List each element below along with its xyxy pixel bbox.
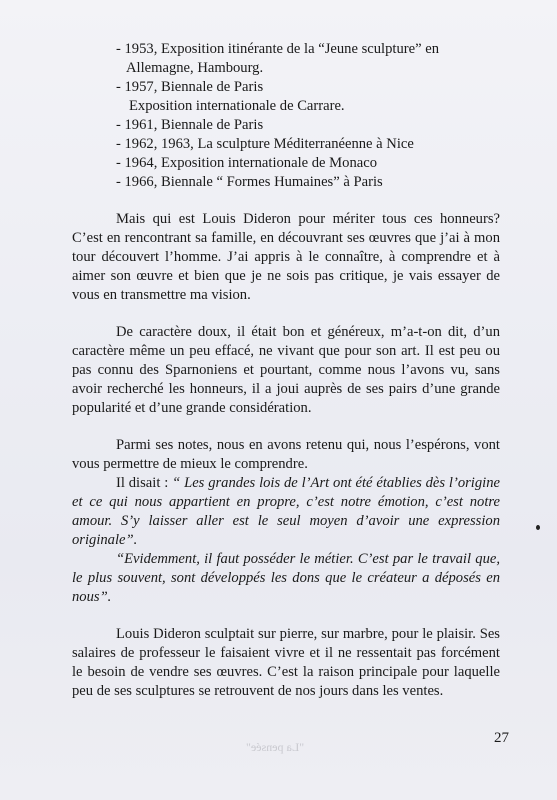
quote-1-intro: Il disait : xyxy=(116,475,173,491)
paragraph-intro: Mais qui est Louis Dideron pour mériter tous ces honneurs? C’est en rencontrant sa famille, en découvrant ses œuvres que j’ai à mon tour découvert l’homme. J’ai appris à le connaître, à comprendre et à aimer son œuvre et bien que je ne sois pas critique, je vais essayer de vous en transmettre ma vision. xyxy=(72,211,500,303)
exhibition-1957: - 1957, Biennale de Paris xyxy=(116,79,264,95)
exhibition-1961: - 1961, Biennale de Paris xyxy=(116,117,264,133)
paragraph-notes: Parmi ses notes, nous en avons retenu qui, nous l’espérons, vont vous permettre de mieux le comprendre. xyxy=(72,437,500,472)
exhibition-1962: - 1962, 1963, La sculpture Méditerranéenne à Nice xyxy=(116,136,414,152)
exhibition-1953-cont: Allemagne, Hambourg. xyxy=(126,60,264,76)
paragraph-conclusion: Louis Dideron sculptait sur pierre, sur marbre, pour le plaisir. Ses salaires de professeur le faisaient vivre et il ne ressentait pas forcément le besoin de vendre ses œuvres. C’est la raison principale pour laquelle peu de ses sculptures se retrouvent de nos jours dans les ventes. xyxy=(72,626,500,699)
exhibition-1957-cont: Exposition internationale de Carrare. xyxy=(129,98,345,114)
quote-1-text: “ Les grandes lois de l’Art ont été établies dès l’origine et ce qui nous appartient en propre, c’est notre émotion, c’est notre amour. S’y laisser aller est le seul moyen d’avoir une expression originale”. xyxy=(72,475,500,548)
page-content xyxy=(72,40,500,701)
exhibition-list xyxy=(72,40,500,192)
quote-2: “Evidemment, il faut posséder le métier. C’est par le travail que, le plus souvent, sont développés les dons que le créateur a déposés en nous”. xyxy=(72,551,500,605)
paragraph-character: De caractère doux, il était bon et généreux, m’a-t-on dit, d’un caractère même un peu effacé, ne vivant que pour son art. Il est peu ou pas connu des Sparnoniens et pourtant, comme nous l’avons vu, sans avoir recherché les honneurs, il a joui auprès de ses pairs d’une grande popularité et d’une grande considération. xyxy=(72,324,500,416)
exhibition-1964: - 1964, Exposition internationale de Monaco xyxy=(116,155,378,171)
ghost-caption: "La pensée" xyxy=(246,740,305,754)
page-number: 27 xyxy=(494,730,509,746)
margin-dot xyxy=(536,525,540,530)
exhibition-1966: - 1966, Biennale “ Formes Humaines” à Paris xyxy=(116,174,383,190)
quote-1 xyxy=(72,474,500,550)
exhibition-1953: - 1953, Exposition itinérante de la “Jeune sculpture” en xyxy=(116,41,439,57)
